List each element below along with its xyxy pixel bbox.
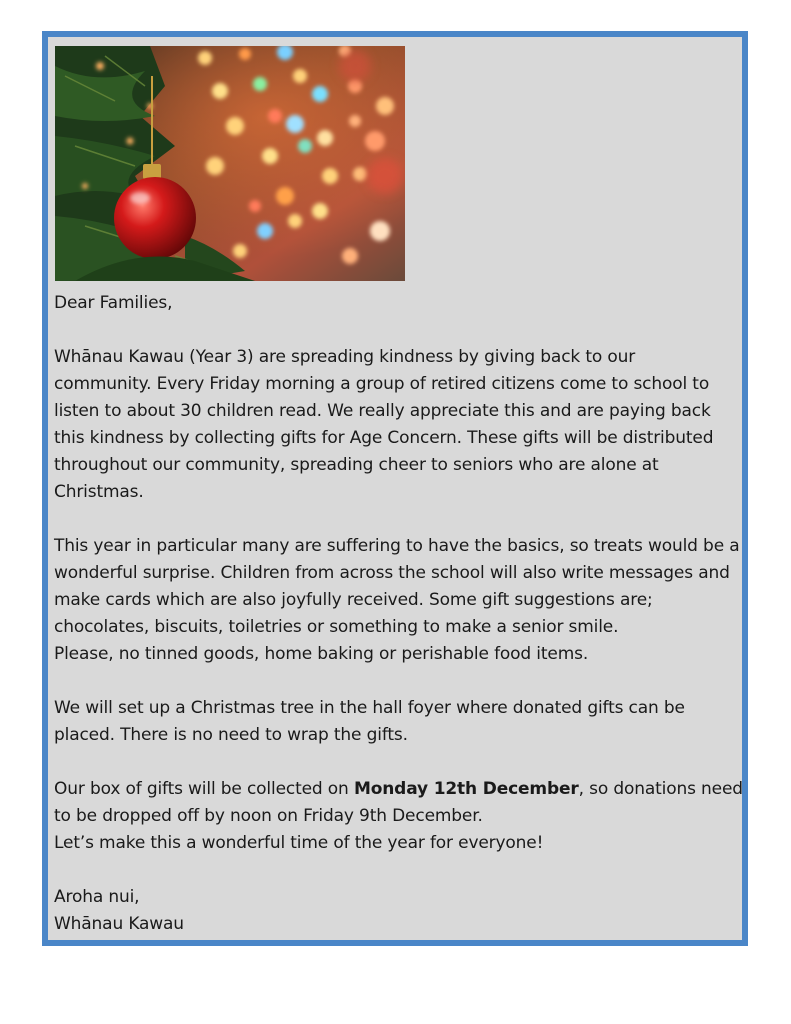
text-line: Christmas. bbox=[54, 482, 144, 502]
text-line: make cards which are also joyfully received. Some gift suggestions are; bbox=[54, 590, 653, 610]
greeting: Dear Families, bbox=[54, 293, 173, 313]
ornament-cap bbox=[143, 164, 161, 179]
text-line: We will set up a Christmas tree in the hall foyer where donated gifts can be bbox=[54, 698, 685, 718]
signoff: Aroha nui, bbox=[54, 887, 140, 907]
text-line: Our box of gifts will be collected on Monday 12th December, so donations need bbox=[54, 779, 743, 799]
signature: Whānau Kawau bbox=[54, 914, 184, 934]
text-line: placed. There is no need to wrap the gifts. bbox=[54, 725, 408, 745]
paragraph-kindness bbox=[54, 344, 744, 506]
paragraph-gift-suggestions bbox=[54, 533, 744, 668]
christmas-ornament-photo bbox=[55, 46, 405, 281]
text-line: Let’s make this a wonderful time of the year for everyone! bbox=[54, 833, 544, 853]
ornament-ball bbox=[114, 177, 196, 259]
text-line: throughout our community, spreading cheer to seniors who are alone at bbox=[54, 455, 659, 475]
text-line: this kindness by collecting gifts for Age Concern. These gifts will be distributed bbox=[54, 428, 714, 448]
collection-date: Monday 12th December bbox=[353, 779, 579, 799]
text-line: chocolates, biscuits, toiletries or something to make a senior smile. bbox=[54, 617, 619, 637]
text-line: listen to about 30 children read. We really appreciate this and are paying back bbox=[54, 401, 711, 421]
text-line: wonderful surprise. Children from across the school will also write messages and bbox=[54, 563, 730, 583]
text-line: Whānau Kawau (Year 3) are spreading kindness by giving back to our bbox=[54, 347, 636, 367]
text-line: community. Every Friday morning a group of retired citizens come to school to bbox=[54, 374, 710, 394]
letter-body bbox=[54, 290, 744, 938]
text-line: This year in particular many are suffering to have the basics, so treats would be a bbox=[54, 536, 740, 556]
signoff-block bbox=[54, 884, 744, 938]
paragraph-collection-date bbox=[54, 776, 744, 857]
paragraph-christmas-tree bbox=[54, 695, 744, 749]
text-line: Please, no tinned goods, home baking or perishable food items. bbox=[54, 644, 589, 664]
text-line: to be dropped off by noon on Friday 9th December. bbox=[54, 806, 483, 826]
